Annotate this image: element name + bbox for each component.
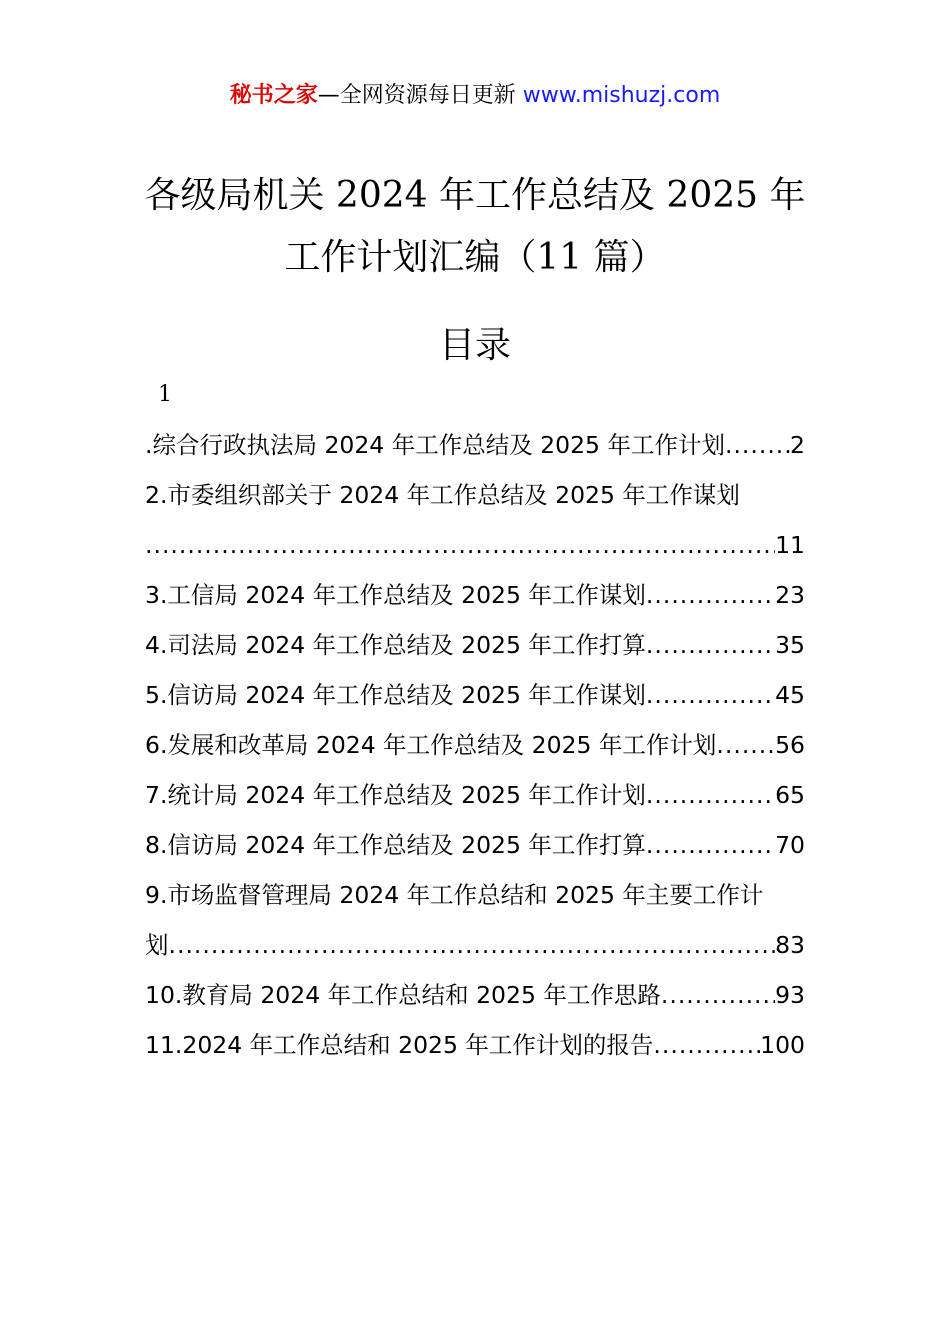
toc-dot-leader (661, 970, 775, 1020)
toc-entry-page: 23 (775, 581, 805, 609)
toc-entry-page: 2 (790, 431, 805, 459)
toc-entry-page: 100 (760, 1031, 805, 1059)
toc-dot-leader (646, 670, 775, 720)
toc-entry-page: 45 (775, 681, 805, 709)
toc-entry-page: 83 (775, 931, 805, 959)
toc-entry-title: 7.统计局 2024 年工作总结及 2025 年工作计划 (145, 781, 646, 809)
toc-entry[interactable] (145, 720, 805, 770)
toc-entry[interactable] (145, 670, 805, 720)
toc-first-number: 1 (158, 382, 172, 407)
toc-dot-leader (646, 820, 775, 870)
toc-entry[interactable] (145, 470, 805, 520)
site-url-link[interactable]: www.mishuzj.com (522, 83, 721, 108)
toc-entry[interactable] (145, 570, 805, 620)
document-title: 各级局机关 2024 年工作总结及 2025 年工作计划汇编（11 篇） (144, 175, 806, 278)
banner-slogan: —全网资源每日更新 (317, 83, 523, 108)
toc-dot-leader (716, 720, 775, 770)
toc-entry-title: 3.工信局 2024 年工作总结及 2025 年工作谋划 (145, 581, 646, 609)
toc-dot-leader (145, 520, 775, 570)
toc-entry[interactable] (145, 620, 805, 670)
toc-entry-page: 70 (775, 831, 805, 859)
table-of-contents (145, 420, 805, 1070)
site-banner (0, 80, 950, 112)
toc-dot-leader (646, 570, 775, 620)
toc-entry[interactable] (145, 970, 805, 1020)
toc-entry-page: 56 (775, 731, 805, 759)
toc-entry[interactable] (145, 870, 805, 920)
toc-entry-title: 5.信访局 2024 年工作总结及 2025 年工作谋划 (145, 681, 646, 709)
toc-entry[interactable] (145, 820, 805, 870)
toc-entry-page: 35 (775, 631, 805, 659)
toc-heading: 目录 (438, 325, 511, 366)
toc-dot-leader (725, 420, 790, 470)
brand-name: 秘书之家 (229, 83, 318, 108)
toc-entry-title: 2.市委组织部关于 2024 年工作总结及 2025 年工作谋划 (145, 481, 740, 509)
toc-entry-title: .综合行政执法局 2024 年工作总结及 2025 年工作计划 (145, 431, 725, 459)
toc-entry[interactable] (145, 920, 805, 970)
toc-dot-leader (646, 770, 775, 820)
toc-entry-page: 65 (775, 781, 805, 809)
toc-entry[interactable] (145, 1020, 805, 1070)
toc-dot-leader (646, 620, 775, 670)
toc-entry-title: 11.2024 年工作总结和 2025 年工作计划的报告 (145, 1031, 654, 1059)
toc-entry[interactable] (145, 770, 805, 820)
toc-entry-title: 划 (145, 931, 169, 959)
toc-entry[interactable] (145, 420, 805, 470)
toc-entry-title: 9.市场监督管理局 2024 年工作总结和 2025 年主要工作计 (145, 881, 764, 909)
toc-dot-leader (653, 1020, 760, 1070)
toc-entry-page: 93 (775, 981, 805, 1009)
toc-entry-title: 10.教育局 2024 年工作总结和 2025 年工作思路 (145, 981, 661, 1009)
toc-entry-title: 8.信访局 2024 年工作总结及 2025 年工作打算 (145, 831, 646, 859)
toc-entry-title: 6.发展和改革局 2024 年工作总结及 2025 年工作计划 (145, 731, 717, 759)
toc-entry-page: 11 (775, 531, 805, 559)
toc-entry-title: 4.司法局 2024 年工作总结及 2025 年工作打算 (145, 631, 646, 659)
toc-dot-leader (169, 920, 776, 970)
toc-entry[interactable] (145, 520, 805, 570)
